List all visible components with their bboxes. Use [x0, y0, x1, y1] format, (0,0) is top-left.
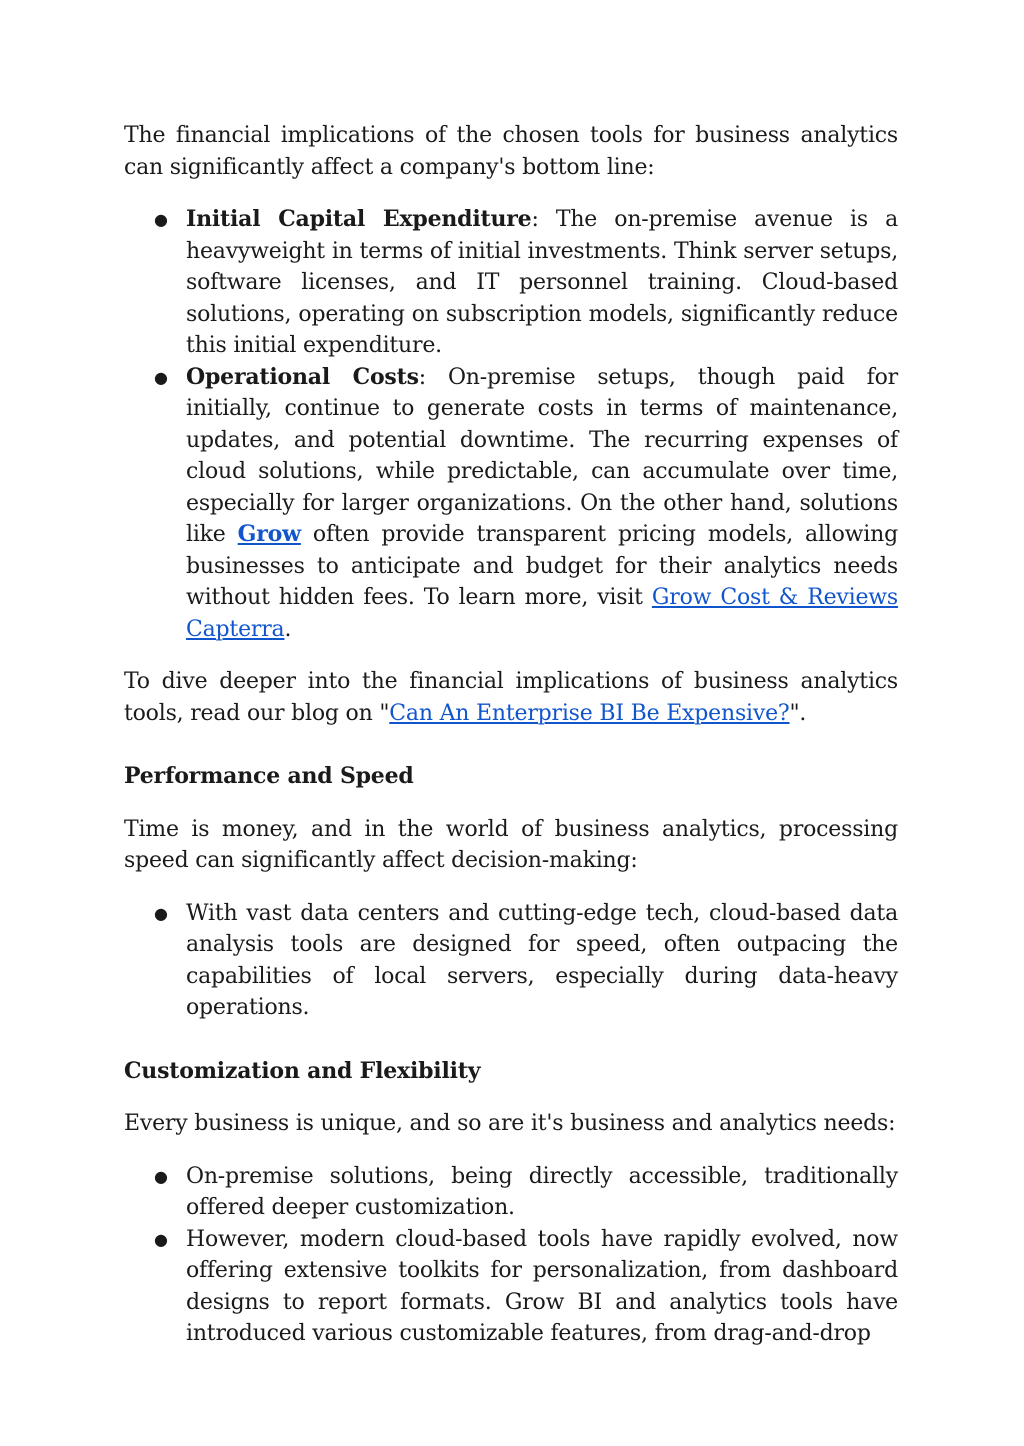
bullet-icon: ●: [154, 1166, 168, 1186]
deeper-paragraph: [124, 666, 898, 729]
item-text: However, modern cloud-based tools have rapidly evolved, now offering extensive toolkits for personalization, from dashboard designs to report formats. Grow BI and analytics tools have introduced various customizable features, from drag-and-drop: [186, 1226, 898, 1346]
list-item: [124, 1224, 898, 1350]
performance-list: [124, 898, 898, 1024]
list-item: [124, 1161, 898, 1224]
bullet-icon: ●: [154, 903, 168, 923]
item-text: With vast data centers and cutting-edge tech, cloud-based data analysis tools are designed for speed, often outpacing the capabilities of local servers, especially during data-heavy operations.: [186, 900, 898, 1020]
term-separator: :: [418, 364, 426, 390]
bullet-icon: ●: [154, 367, 168, 387]
capterra-link[interactable]: Grow Cost & Reviews Capterra: [186, 585, 899, 642]
grow-link[interactable]: Grow: [237, 521, 301, 547]
item-text: On-premise setups, though paid for initially, continue to generate costs in terms of maintenance, updates, and potential downtime. The recurring expenses of cloud solutions, while predictable, can accumulate over time, especially for larger organizations. On the other hand, solutions like: [186, 364, 898, 547]
document-page: [124, 120, 898, 1371]
deeper-text: To dive deeper into the financial implications of business analytics tools, read our blog on ": [124, 669, 898, 726]
performance-heading: Performance and Speed: [124, 763, 414, 789]
enterprise-bi-blog-link[interactable]: Can An Enterprise BI Be Expensive?: [389, 700, 790, 726]
intro-paragraph: The financial implications of the chosen tools for business analytics can significantly affect a company's bottom line:: [124, 123, 898, 180]
customization-heading: Customization and Flexibility: [124, 1057, 481, 1084]
term-separator: :: [531, 207, 539, 232]
performance-intro: Time is money, and in the world of business analytics, processing speed can significantly affect decision-making:: [124, 816, 898, 873]
cost-list: [124, 204, 898, 645]
term-initial-capital: Initial Capital Expenditure: [186, 206, 532, 232]
term-operational-costs: Operational Costs: [186, 363, 419, 390]
item-text: The on-premise avenue is a heavyweight in terms of initial investments. Think server setups, software licenses, and IT personnel training. Cloud-based solutions, operating on subscription models, significantly reduce this initial expenditure.: [186, 207, 899, 358]
list-item: [124, 204, 898, 362]
deeper-text-end: ".: [789, 700, 807, 726]
item-text: .: [284, 616, 292, 642]
customization-intro: Every business is unique, and so are it's business and analytics needs:: [124, 1111, 896, 1136]
item-text: often provide transparent pricing models, allowing businesses to anticipate and budget for their analytics needs without hidden fees. To learn more, visit: [186, 522, 898, 610]
customization-list: [124, 1161, 898, 1350]
item-text: On-premise solutions, being directly accessible, traditionally offered deeper customization.: [186, 1163, 898, 1220]
list-item: [124, 898, 898, 1024]
bullet-icon: ●: [154, 210, 168, 229]
bullet-icon: ●: [154, 1229, 168, 1249]
list-item: [124, 362, 898, 646]
